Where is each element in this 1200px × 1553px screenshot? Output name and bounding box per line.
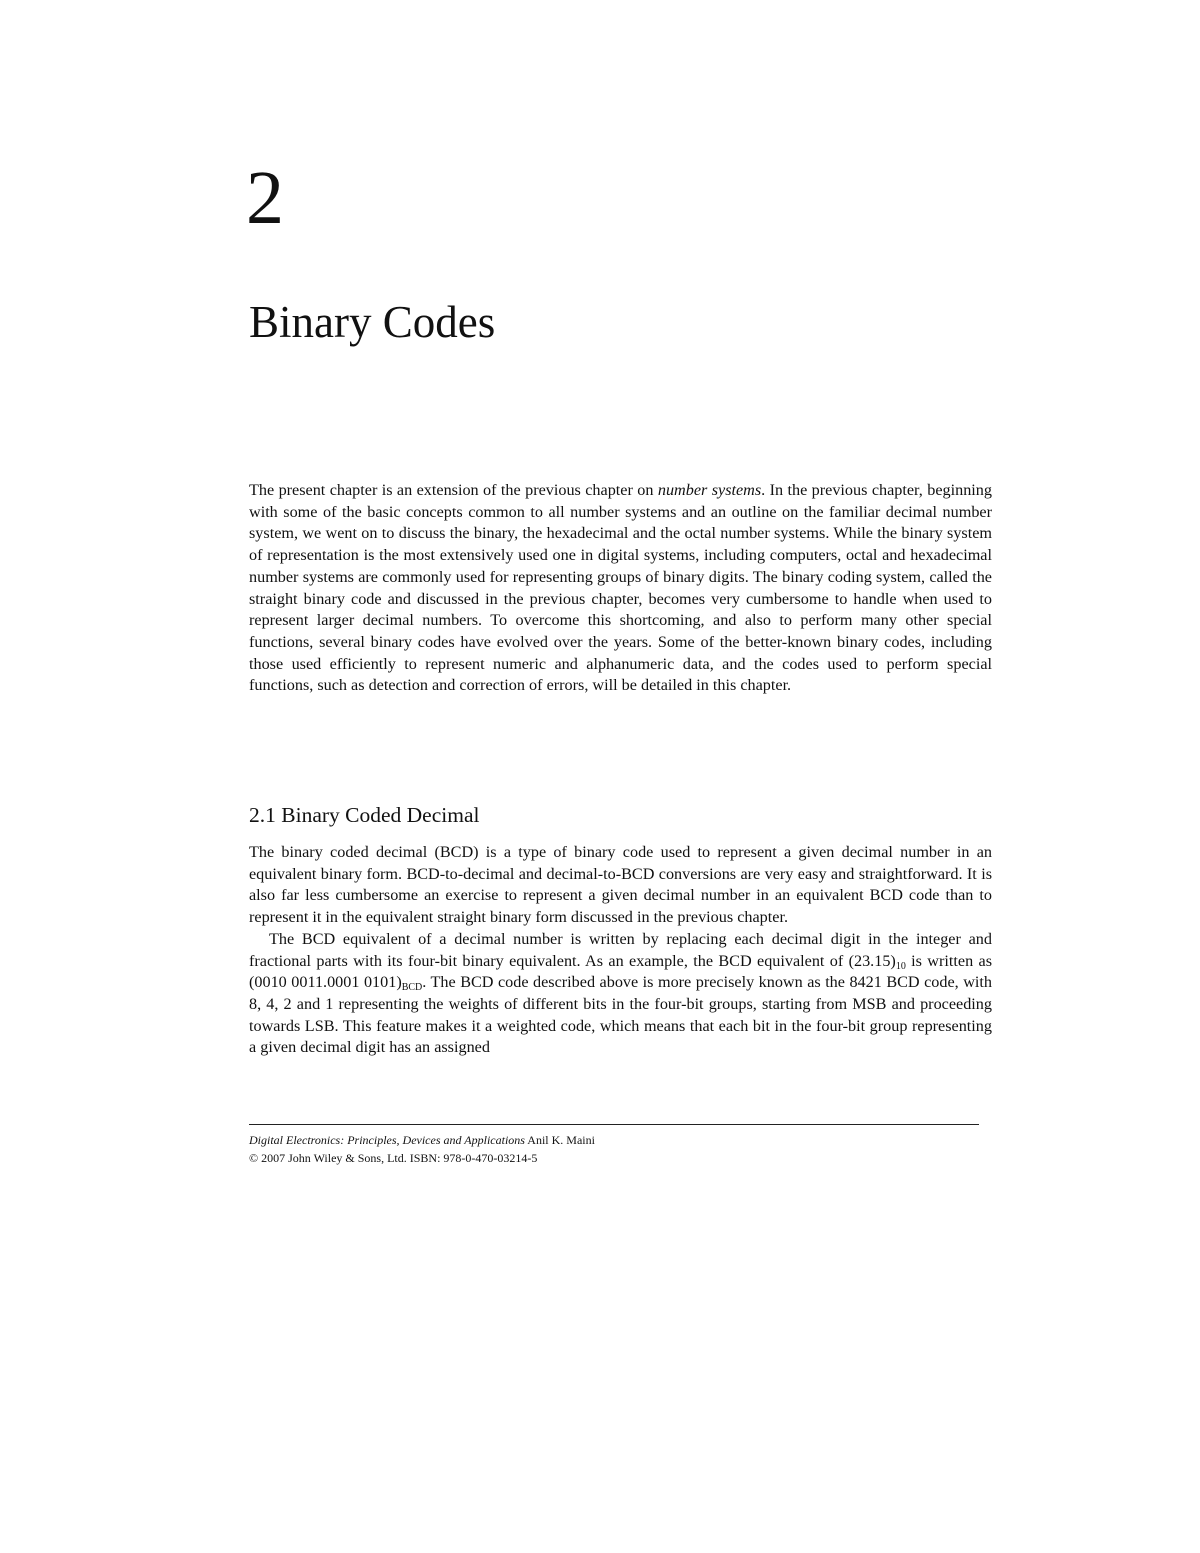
footer-author: Anil K. Maini <box>524 1133 595 1147</box>
para2-text-3: . The BCD code described above is more precisely known as the 8421 BCD code, with 8, 4, 2 and 1 representing the weights of different bits in the four-bit groups, starting from MSB and proceeding towards LSB. This feature makes it a weighted code, which means that each bit in the four-bit group representing a given decimal digit has an assigned <box>249 973 992 1057</box>
intro-emphasis: number systems <box>657 481 762 499</box>
footer-book-title: Digital Electronics: Principles, Devices and Applications <box>249 1133 525 1147</box>
section-body <box>249 842 992 1059</box>
para2-text-2: is written as (0010 0011.0001 0101) <box>249 951 992 992</box>
chapter-number: 2 <box>246 156 284 240</box>
footer-divider <box>249 1124 979 1125</box>
section-paragraph-1: The binary coded decimal (BCD) is a type of binary code used to represent a given decimal number in an equivalent binary form. BCD-to-decimal and decimal-to-BCD conversions are very easy and straightforward. It is also far less cumbersome an exercise to represent a given decimal number in an equivalent BCD code than to represent it in the equivalent straight binary form discussed in the previous chapter. <box>249 843 992 927</box>
chapter-title: Binary Codes <box>249 297 496 347</box>
subscript-bcd: BCD <box>401 982 423 994</box>
footer-copyright: © 2007 John Wiley & Sons, Ltd. ISBN: 978-0-470-03214-5 <box>249 1151 538 1165</box>
intro-text-end: . In the previous chapter, beginning with some of the basic concepts common to all number systems and an outline on the familiar decimal number system, we went on to discuss the binary, the hexadecimal and the octal number systems. While the binary system of representation is the most extensively used one in digital systems, including computers, octal and hexadecimal number systems are commonly used for representing groups of binary digits. The binary coding system, called the straight binary code and discussed in the previous chapter, becomes very cumbersome to handle when used to represent larger decimal numbers. To overcome this shortcoming, and also to perform many other special functions, several binary codes have evolved over the years. Some of the better-known binary codes, including those used efficiently to represent numeric and alphanumeric data, and the codes used to perform special functions, such as detection and correction of errors, will be detailed in this chapter. <box>249 481 992 695</box>
page-footer <box>249 1131 595 1167</box>
intro-paragraph <box>249 480 992 697</box>
intro-text-start: The present chapter is an extension of the previous chapter on <box>249 481 658 499</box>
footer-citation <box>249 1131 595 1149</box>
section-heading: 2.1 Binary Coded Decimal <box>249 803 480 827</box>
section-paragraph-2 <box>249 929 992 1059</box>
para2-text-1: The BCD equivalent of a decimal number is written by replacing each decimal digit in the integer and fractional parts with its four-bit binary equivalent. As an example, the BCD equivalent of (23.15) <box>249 929 992 970</box>
subscript-base-10: 10 <box>895 960 906 972</box>
